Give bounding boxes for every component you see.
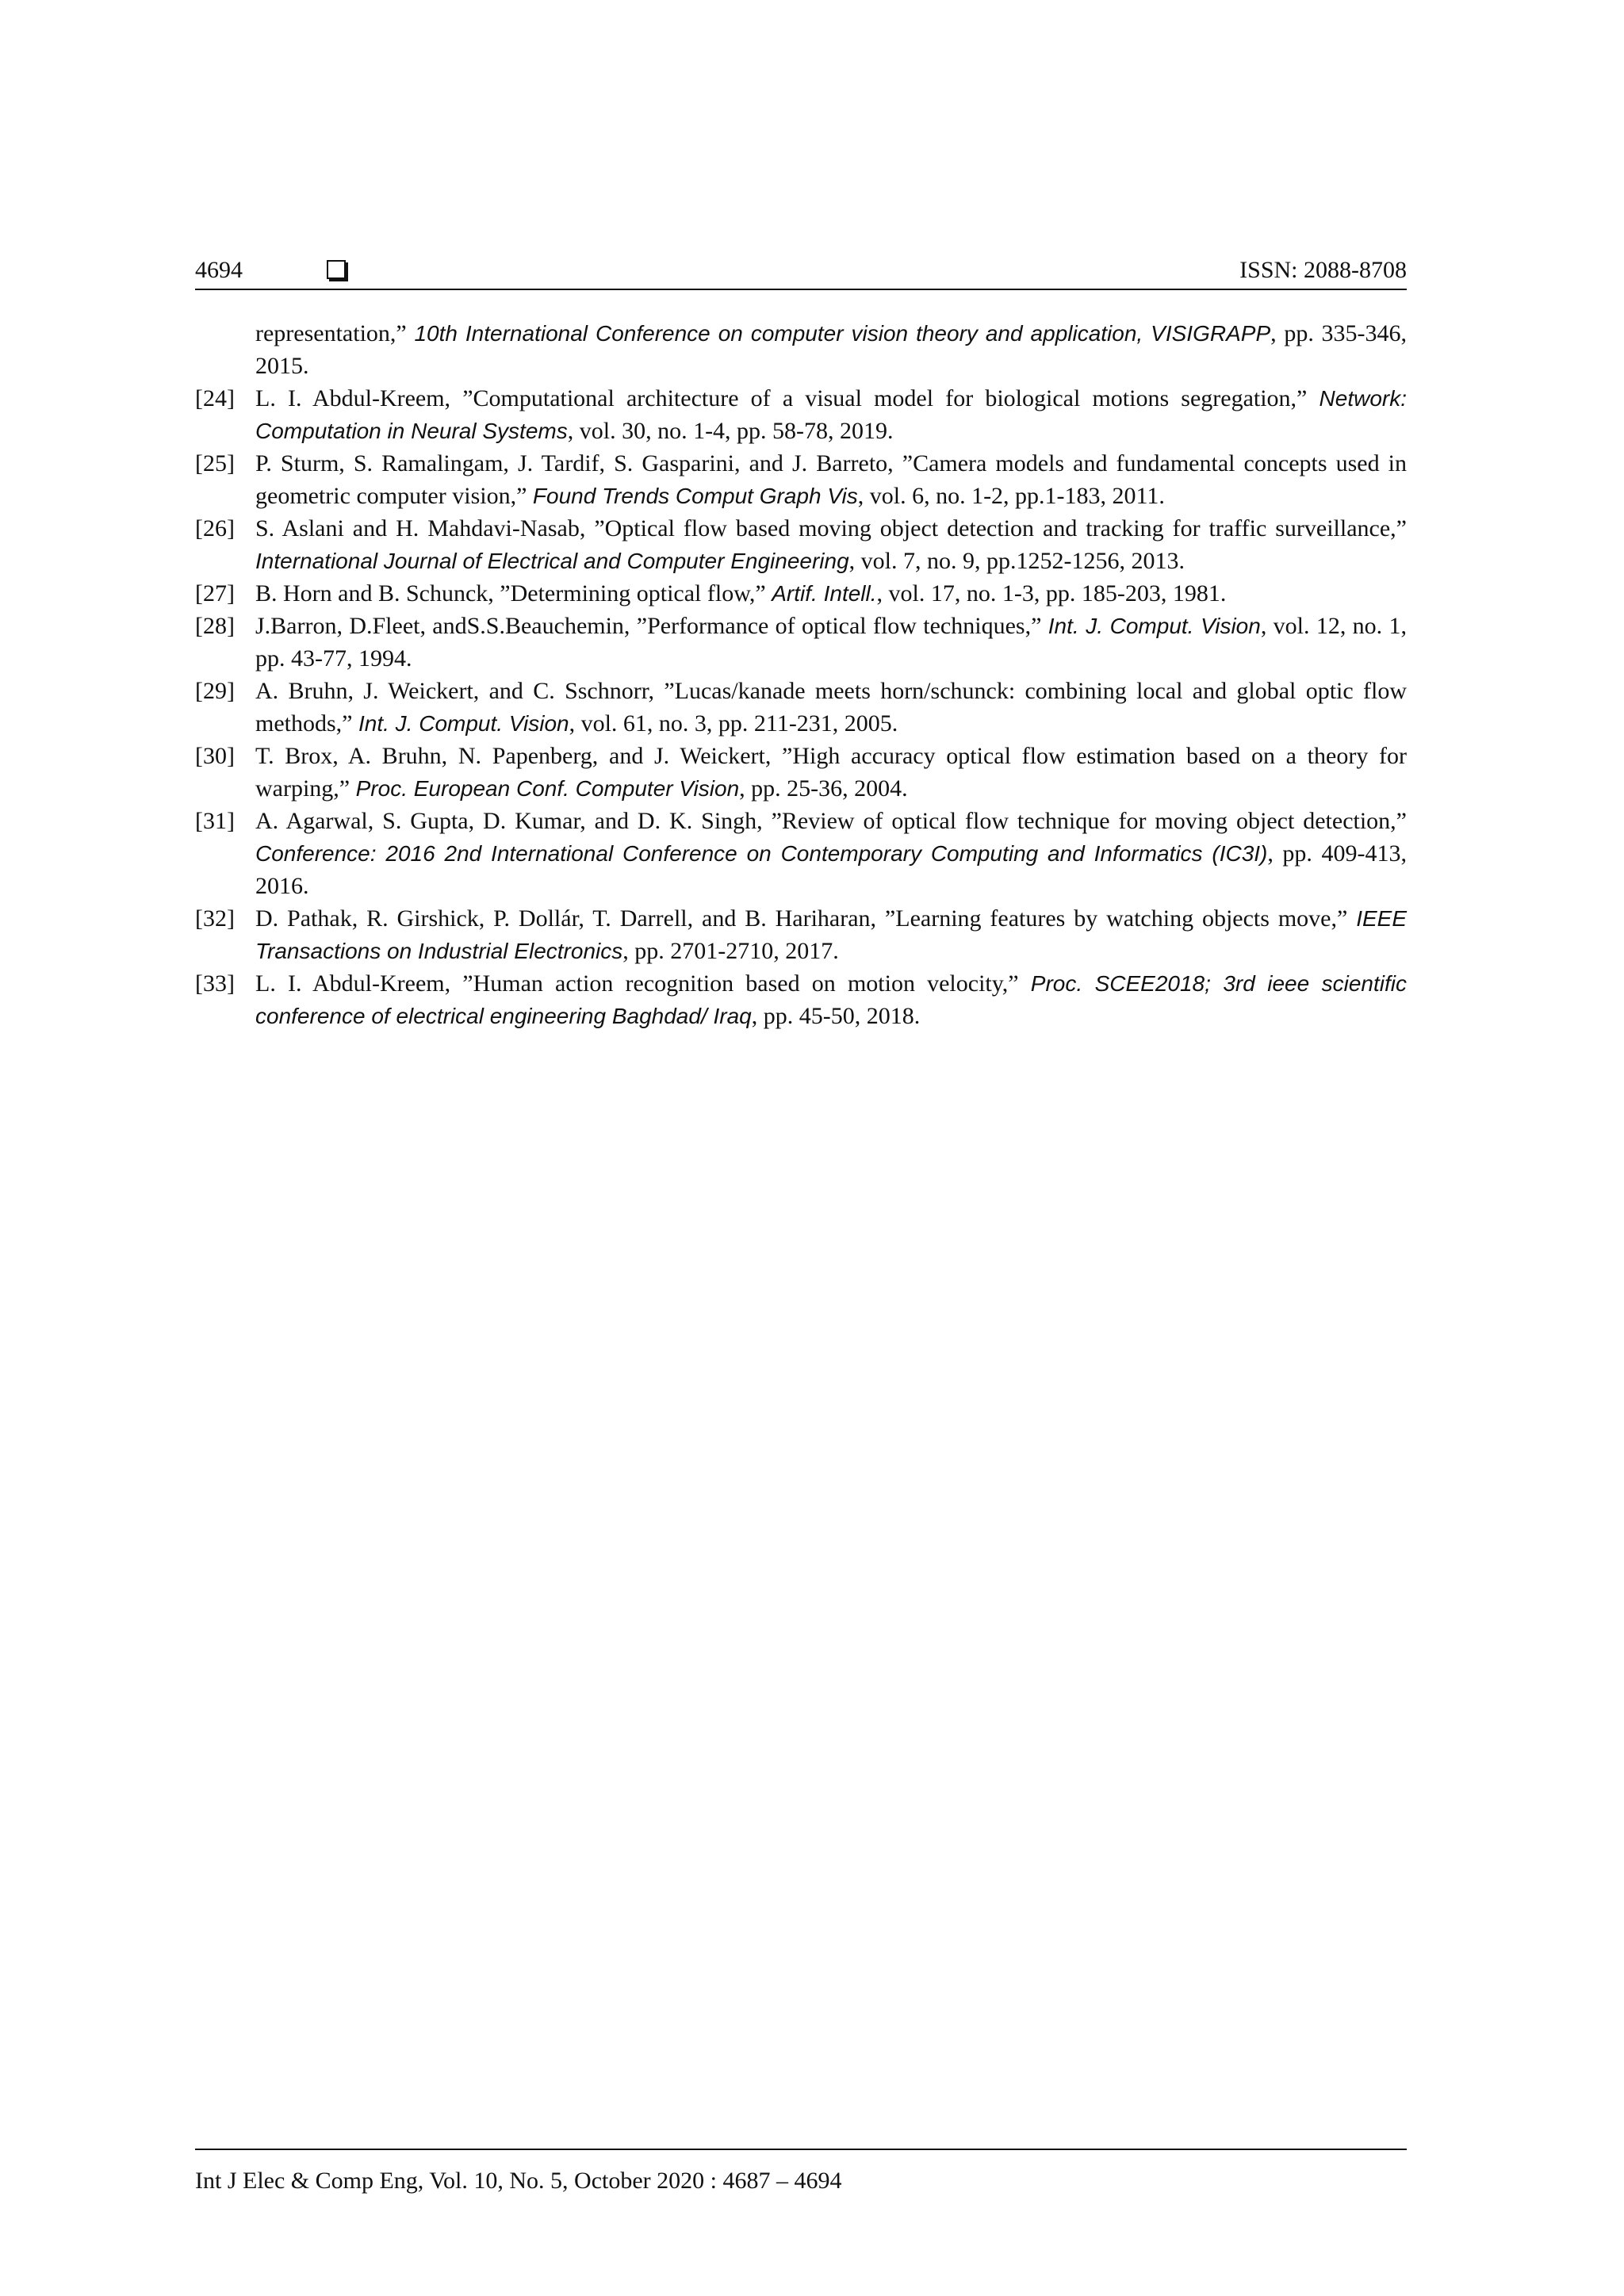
reference-venue: Conference: 2016 2nd International Conference on Contemporary Computing and Informatics (IC3I) (255, 841, 1268, 866)
reference-item (195, 805, 1407, 902)
reference-text (255, 613, 1407, 672)
reference-segment: , pp. 335-346, 2015. (255, 320, 1407, 379)
running-header (195, 252, 1407, 290)
reference-text (255, 515, 1407, 574)
reference-item (195, 675, 1407, 740)
reference-item (195, 740, 1407, 805)
reference-item (195, 382, 1407, 447)
reference-number: [31] (195, 808, 235, 834)
reference-number: [28] (195, 613, 235, 639)
reference-number: [33] (195, 970, 235, 997)
reference-segment: , vol. 7, no. 9, pp.1252-1256, 2013. (848, 548, 1185, 574)
issn-label: ISSN: 2088-8708 (1239, 257, 1407, 283)
reference-venue: 10th International Conference on computer vision theory and application, VISIGRAPP (414, 321, 1271, 346)
reference-segment: , vol. 12, no. 1, pp. 43-77, 1994. (255, 613, 1407, 672)
reference-item (195, 512, 1407, 577)
reference-venue: Proc. SCEE2018; 3rd ieee scientific conference of electrical engineering Baghdad/ Iraq (255, 971, 1407, 1028)
reference-segment: , vol. 17, no. 1-3, pp. 185-203, 1981. (876, 580, 1227, 607)
reference-segment: , pp. 25-36, 2004. (739, 775, 908, 802)
reference-venue: Int. J. Comput. Vision (1048, 614, 1261, 638)
journal-citation: Int J Elec & Comp Eng, Vol. 10, No. 5, October 2020 : 4687 – 4694 (195, 2168, 842, 2194)
reference-venue: Network: Computation in Neural Systems (255, 386, 1407, 443)
reference-item (195, 447, 1407, 512)
reference-number: [26] (195, 515, 235, 541)
reference-segment: B. Horn and B. Schunck, ”Determining optical flow,” (255, 580, 772, 607)
reference-item (195, 577, 1407, 610)
reference-item (195, 902, 1407, 967)
reference-segment: P. Sturm, S. Ramalingam, J. Tardif, S. Gasparini, and J. Barreto, ”Camera models and fundamental concepts used in geometric computer vision,” (255, 450, 1407, 509)
reference-segment: D. Pathak, R. Girshick, P. Dollár, T. Darrell, and B. Hariharan, ”Learning features by watching objects move,” (255, 905, 1357, 932)
reference-text (255, 970, 1407, 1029)
reference-segment: representation,” (255, 320, 415, 346)
reference-number: [25] (195, 450, 235, 476)
reference-item (195, 317, 1407, 382)
reference-venue: Artif. Intell. (772, 581, 877, 606)
reference-segment: J.Barron, D.Fleet, andS.S.Beauchemin, ”Performance of optical flow techniques,” (255, 613, 1048, 639)
reference-number: [32] (195, 905, 235, 932)
reference-segment: A. Bruhn, J. Weickert, and C. Sschnorr, ”Lucas/kanade meets horn/schunck: combining local and global optic flow methods,” (255, 678, 1407, 737)
reference-text (255, 743, 1407, 802)
reference-text (255, 385, 1407, 444)
reference-segment: , vol. 61, no. 3, pp. 211-231, 2005. (569, 710, 898, 737)
reference-list (195, 317, 1407, 1032)
reference-number: [29] (195, 678, 235, 704)
reference-number: [24] (195, 385, 235, 411)
reference-text (255, 320, 1407, 379)
reference-segment: , vol. 6, no. 1-2, pp.1-183, 2011. (857, 483, 1165, 509)
reference-venue: Int. J. Comput. Vision (358, 711, 569, 736)
page-number: 4694 (195, 257, 243, 283)
reference-segment: L. I. Abdul-Kreem, ”Human action recognition based on motion velocity,” (255, 970, 1031, 997)
reference-text (255, 905, 1407, 964)
reference-number: [27] (195, 580, 235, 607)
reference-text (255, 678, 1407, 737)
reference-segment: T. Brox, A. Bruhn, N. Papenberg, and J. Weickert, ”High accuracy optical flow estimation based on a theory for warping,” (255, 743, 1407, 802)
reference-text (255, 580, 1226, 607)
reference-venue: International Journal of Electrical and Computer Engineering (255, 549, 849, 573)
reference-segment: , pp. 2701-2710, 2017. (622, 938, 839, 964)
reference-item (195, 967, 1407, 1032)
reference-segment: , pp. 409-413, 2016. (255, 840, 1407, 899)
reference-venue: Found Trends Comput Graph Vis (532, 484, 858, 508)
reference-segment: S. Aslani and H. Mahdavi-Nasab, ”Optical flow based moving object detection and tracking for traffic surveillance,” (255, 515, 1407, 541)
reference-venue: Proc. European Conf. Computer Vision (355, 776, 740, 801)
reference-segment: L. I. Abdul-Kreem, ”Computational architecture of a visual model for biological motions segregation,” (255, 385, 1320, 411)
reference-item (195, 610, 1407, 675)
reference-text (255, 450, 1407, 509)
reference-text (255, 808, 1407, 899)
running-footer (195, 2149, 1407, 2195)
reference-segment: A. Agarwal, S. Gupta, D. Kumar, and D. K. Singh, ”Review of optical flow technique for moving object detection,” (255, 808, 1407, 834)
reference-segment: , vol. 30, no. 1-4, pp. 58-78, 2019. (567, 418, 894, 444)
box-icon (327, 260, 346, 279)
reference-segment: , pp. 45-50, 2018. (751, 1003, 921, 1029)
reference-venue: IEEE Transactions on Industrial Electronics (255, 906, 1407, 963)
reference-number: [30] (195, 743, 235, 769)
